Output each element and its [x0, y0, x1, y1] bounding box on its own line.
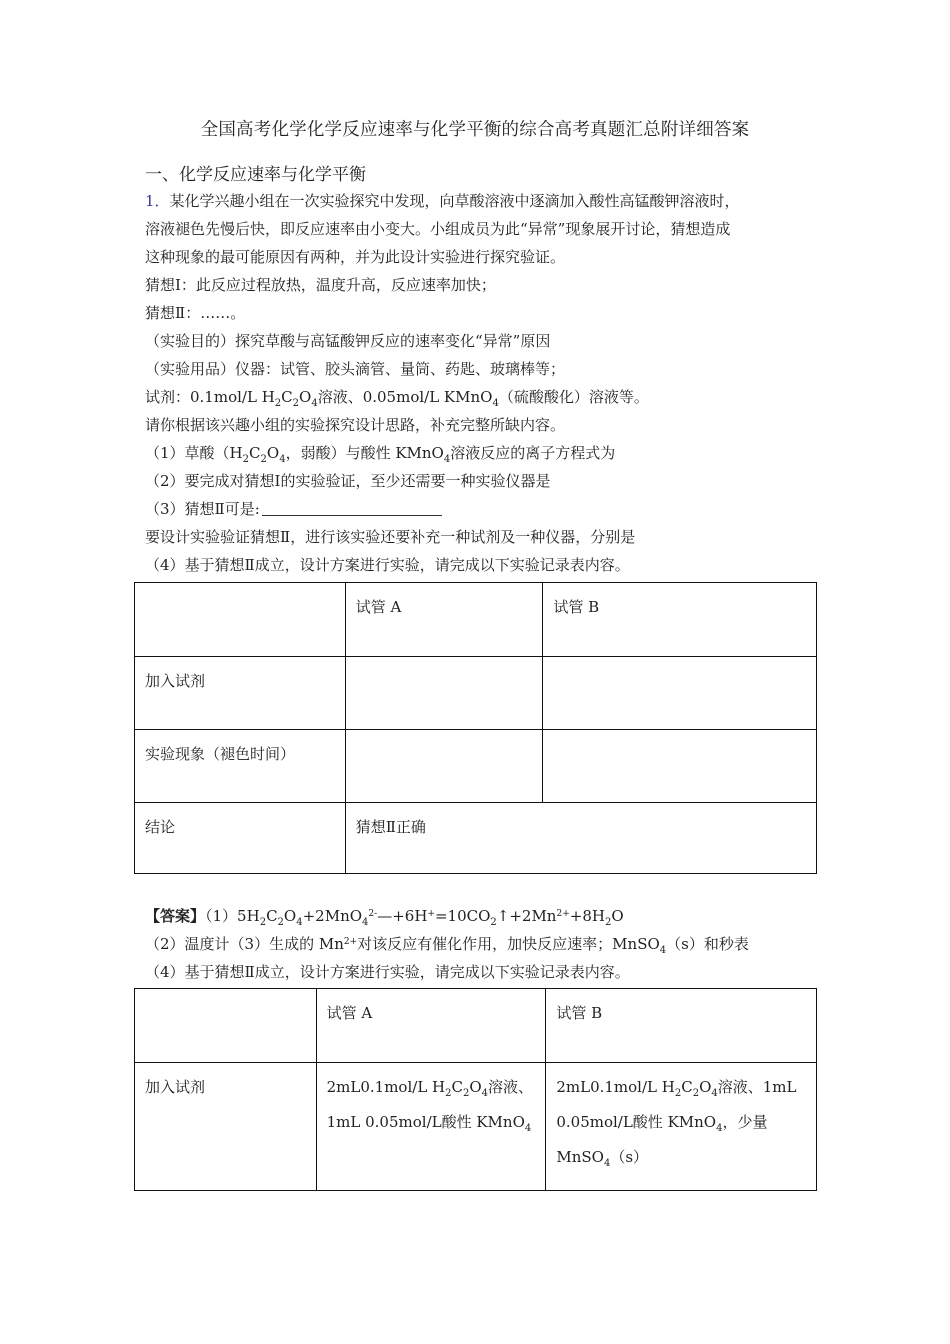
sub-question-3b: 要设计实验验证猜想Ⅱ，进行该实验还要补充一种试剂及一种仪器，分别是: [145, 528, 636, 546]
tube-b-reagents: 2mL0.1mol/L $H_2C_2O_4$溶液、1mL 0.05mol/L酸性 KMnO$_4$，少量 MnSO$_4$（s）: [546, 1063, 817, 1191]
tube-a-reagents: 2mL0.1mol/L $H_2C_2O_4$溶液、 1mL 0.05mol/L酸性 KMnO$_4$: [316, 1063, 546, 1191]
answer-record-table: [134, 988, 817, 1191]
guess-2: 猜想Ⅱ：……。: [145, 304, 246, 322]
table-cell: [543, 730, 817, 803]
answer-blank: [262, 501, 442, 516]
answer-label: 【答案】: [145, 907, 206, 925]
row-label-conclusion: 结论: [135, 803, 346, 874]
guess-1: 猜想Ⅰ：此反应过程放热，温度升高，反应速率加快；: [145, 276, 496, 294]
row-label-phenomenon: 实验现象（褪色时间）: [135, 730, 346, 803]
answer-line-2: （2）温度计（3）生成的 $Mn^{2+}$对该反应有催化作用，加快反应速率；MnSO$_4$（s）和秒表: [145, 935, 749, 956]
sub-question-1: （1）草酸（$H_2C_2O_4$，弱酸）与酸性 KMnO$_4$溶液反应的离子方程式为: [145, 444, 616, 465]
table-header-tube-a: 试管 A: [316, 989, 546, 1063]
experiment-purpose: （实验目的）探究草酸与高锰酸钾反应的速率变化“异常”原因: [145, 332, 551, 350]
instruction: 请你根据该兴趣小组的实验探究设计思路，补充完整所缺内容。: [145, 416, 566, 434]
sub-question-2: （2）要完成对猜想Ⅰ的实验验证，至少还需要一种实验仪器是: [145, 472, 551, 490]
table-header-tube-a: 试管 A: [345, 583, 543, 657]
experiment-apparatus: （实验用品）仪器：试管、胶头滴管、量筒、药匙、玻璃棒等；: [145, 360, 566, 378]
question-intro-line-1: 1．某化学兴趣小组在一次实验探究中发现，向草酸溶液中逐滴加入酸性高锰酸钾溶液时，: [145, 192, 740, 210]
conclusion-value: 猜想Ⅱ正确: [345, 803, 816, 874]
sub-question-3: （3）猜想Ⅱ可是:: [145, 498, 442, 519]
question-intro-line-3: 这种现象的最可能原因有两种，并为此设计实验进行探究验证。: [145, 248, 566, 266]
row-label-reagents: 加入试剂: [135, 1063, 317, 1191]
table-cell: [135, 583, 346, 657]
question-intro-line-2: 溶液褪色先慢后快，即反应速率由小变大。小组成员为此“异常”现象展开讨论，猜想造成: [145, 220, 731, 238]
section-heading: 一、化学反应速率与化学平衡: [145, 165, 366, 185]
page-title: 全国高考化学化学反应速率与化学平衡的综合高考真题汇总附详细答案: [200, 120, 750, 140]
answer-line-4: （4）基于猜想Ⅱ成立，设计方案进行实验，请完成以下实验记录表内容。: [145, 963, 630, 981]
experiment-record-table: [134, 582, 817, 874]
row-label-reagents: 加入试剂: [135, 657, 346, 730]
question-number: 1．: [145, 192, 170, 210]
table-cell: [135, 989, 317, 1063]
sub-question-4: （4）基于猜想Ⅱ成立，设计方案进行实验，请完成以下实验记录表内容。: [145, 556, 630, 574]
table-header-tube-b: 试管 B: [546, 989, 817, 1063]
answer-line-1: 【答案】$(1)5H_2C_2O_4+2MnO_4^{2-}—+6H^+=10CO_2↑+2Mn^{2+}+8H_2O$: [145, 907, 624, 928]
table-cell: [543, 657, 817, 730]
experiment-reagents: 试剂：0.1mol/L $H_2C_2O_4$溶液、0.05mol/L KMnO$_4$（硫酸酸化）溶液等。: [145, 388, 649, 409]
table-header-tube-b: 试管 B: [543, 583, 817, 657]
table-cell: [345, 730, 543, 803]
table-cell: [345, 657, 543, 730]
